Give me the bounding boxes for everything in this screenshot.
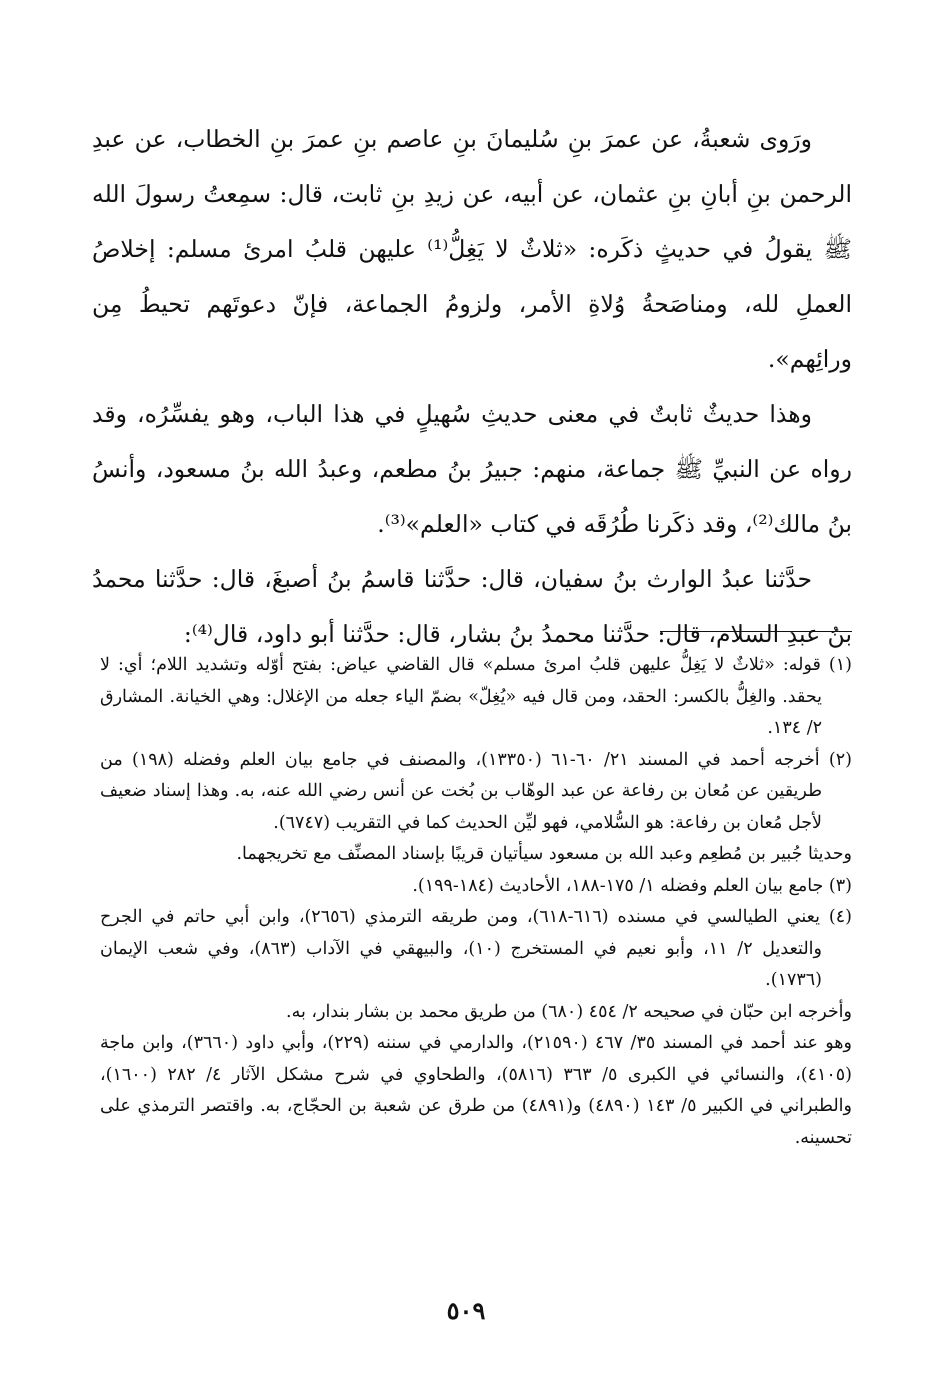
- footnotes: [100, 650, 852, 1154]
- footnote-1: (١) قوله: «ثلاثٌ لا يَغِلُّ عليهن قلبُ امرئ مسلم» قال القاضي عياض: بفتح أوّله وتشديد اللام؛ أي: لا يحقد. والغِلُّ بالكسر: الحقد، ومن قال فيه «يُغِلّ» بضمّ الياء جعله من الإغلال: وهي الخيانة. المشارق ٢/ ١٣٤.: [100, 655, 852, 738]
- footnote-4: (٤) يعني الطيالسي في مسنده (٦١٦-٦١٨)، ومن طريقه الترمذي (٢٦٥٦)، وابن أبي حاتم في الجرح والتعديل ٢/ ١١، وأبو نعيم في المستخرج (١٠)، والبيهقي في الآداب (٨٦٣)، وفي شعب الإيمان (١٧٣٦).: [100, 907, 852, 990]
- paragraph-2: وهذا حديثٌ ثابتٌ في معنى حديثِ سُهيلٍ في هذا الباب، وهو يفسِّرُه، وقد رواه عن النبيِّ ﷺ جماعة، منهم: جبيرُ بنُ مطعم، وعبدُ الله بنُ مسعود، وأنسُ بنُ مالك⁽²⁾، وقد ذكَرنا طُرُقَه في كتاب «العلم»⁽³⁾.: [92, 400, 852, 538]
- footnote-2-continuation: وحديثا جُبير بن مُطعِم وعبد الله بن مسعود سيأتيان قريبًا بإسناد المصنِّف مع تخريجهما.: [236, 844, 852, 864]
- paragraph-3: حدَّثنا عبدُ الوارث بنُ سفيان، قال: حدَّثنا قاسمُ بنُ أصبغَ، قال: حدَّثنا محمدُ بنُ عبدِ السلام، قال: حدَّثنا محمدُ بنُ بشار، قال: حدَّثنا أبو داود، قال⁽⁴⁾:: [92, 565, 852, 648]
- footnote-4-continuation-2: وهو عند أحمد في المسند ٣٥/ ٤٦٧ (٢١٥٩٠)، والدارمي في سننه (٢٢٩)، وأبي داود (٣٦٦٠)، وابن ماجة (٤١٠٥)، والنسائي في الكبرى ٥/ ٣٦٣ (٥٨١٦)، والطحاوي في شرح مشكل الآثار ٤/ ٢٨٢ (١٦٠٠)، والطبراني في الكبير ٥/ ١٤٣ (٤٨٩٠) و(٤٨٩١) من طرق عن شعبة بن الحجّاج، به. واقتصر الترمذي على تحسينه.: [100, 1033, 852, 1148]
- footnote-2: (٢) أخرجه أحمد في المسند ٢١/ ٦٠-٦١ (١٣٣٥٠)، والمصنف في جامع بيان العلم وفضله (١٩٨) من طريقين عن مُعان بن رفاعة عن عبد الوهّاب بن بُخت عن أنس رضي الله عنه، به. وهذا إسناد ضعيف لأجل مُعان بن رفاعة: هو السُّلامي، فهو ليِّن الحديث كما في التقريب (٦٧٤٧).: [100, 749, 852, 833]
- footnote-4-continuation-1: وأخرجه ابن حبّان في صحيحه ٢/ ٤٥٤ (٦٨٠) من طريق محمد بن بشار بندار، به.: [286, 1001, 852, 1022]
- footnote-separator: [660, 631, 852, 632]
- main-text: [92, 112, 852, 662]
- paragraph-1: ورَوى شعبةُ، عن عمرَ بنِ سُليمانَ بنِ عاصم بنِ عمرَ بنِ الخطاب، عن عبدِ الرحمن بنِ أبانِ بنِ عثمان، عن أبيه، عن زيدِ بنِ ثابت، قال: سمِعتُ رسولَ الله ﷺ يقولُ في حديثٍ ذكَره: «ثلاثٌ لا يَغِلُّ⁽¹⁾ عليهن قلبُ امرئ مسلم: إخلاصُ العملِ لله، ومناصَحةُ وُلاةِ الأمر، ولزومُ الجماعة، فإنّ دعوتَهم تحيطُ مِن ورائِهم».: [92, 125, 852, 373]
- footnote-3: (٣) جامع بيان العلم وفضله ١/ ١٧٥-١٨٨، الأحاديث (١٨٤-١٩٩).: [412, 875, 852, 896]
- page-number: ٥٠٩: [446, 1296, 486, 1325]
